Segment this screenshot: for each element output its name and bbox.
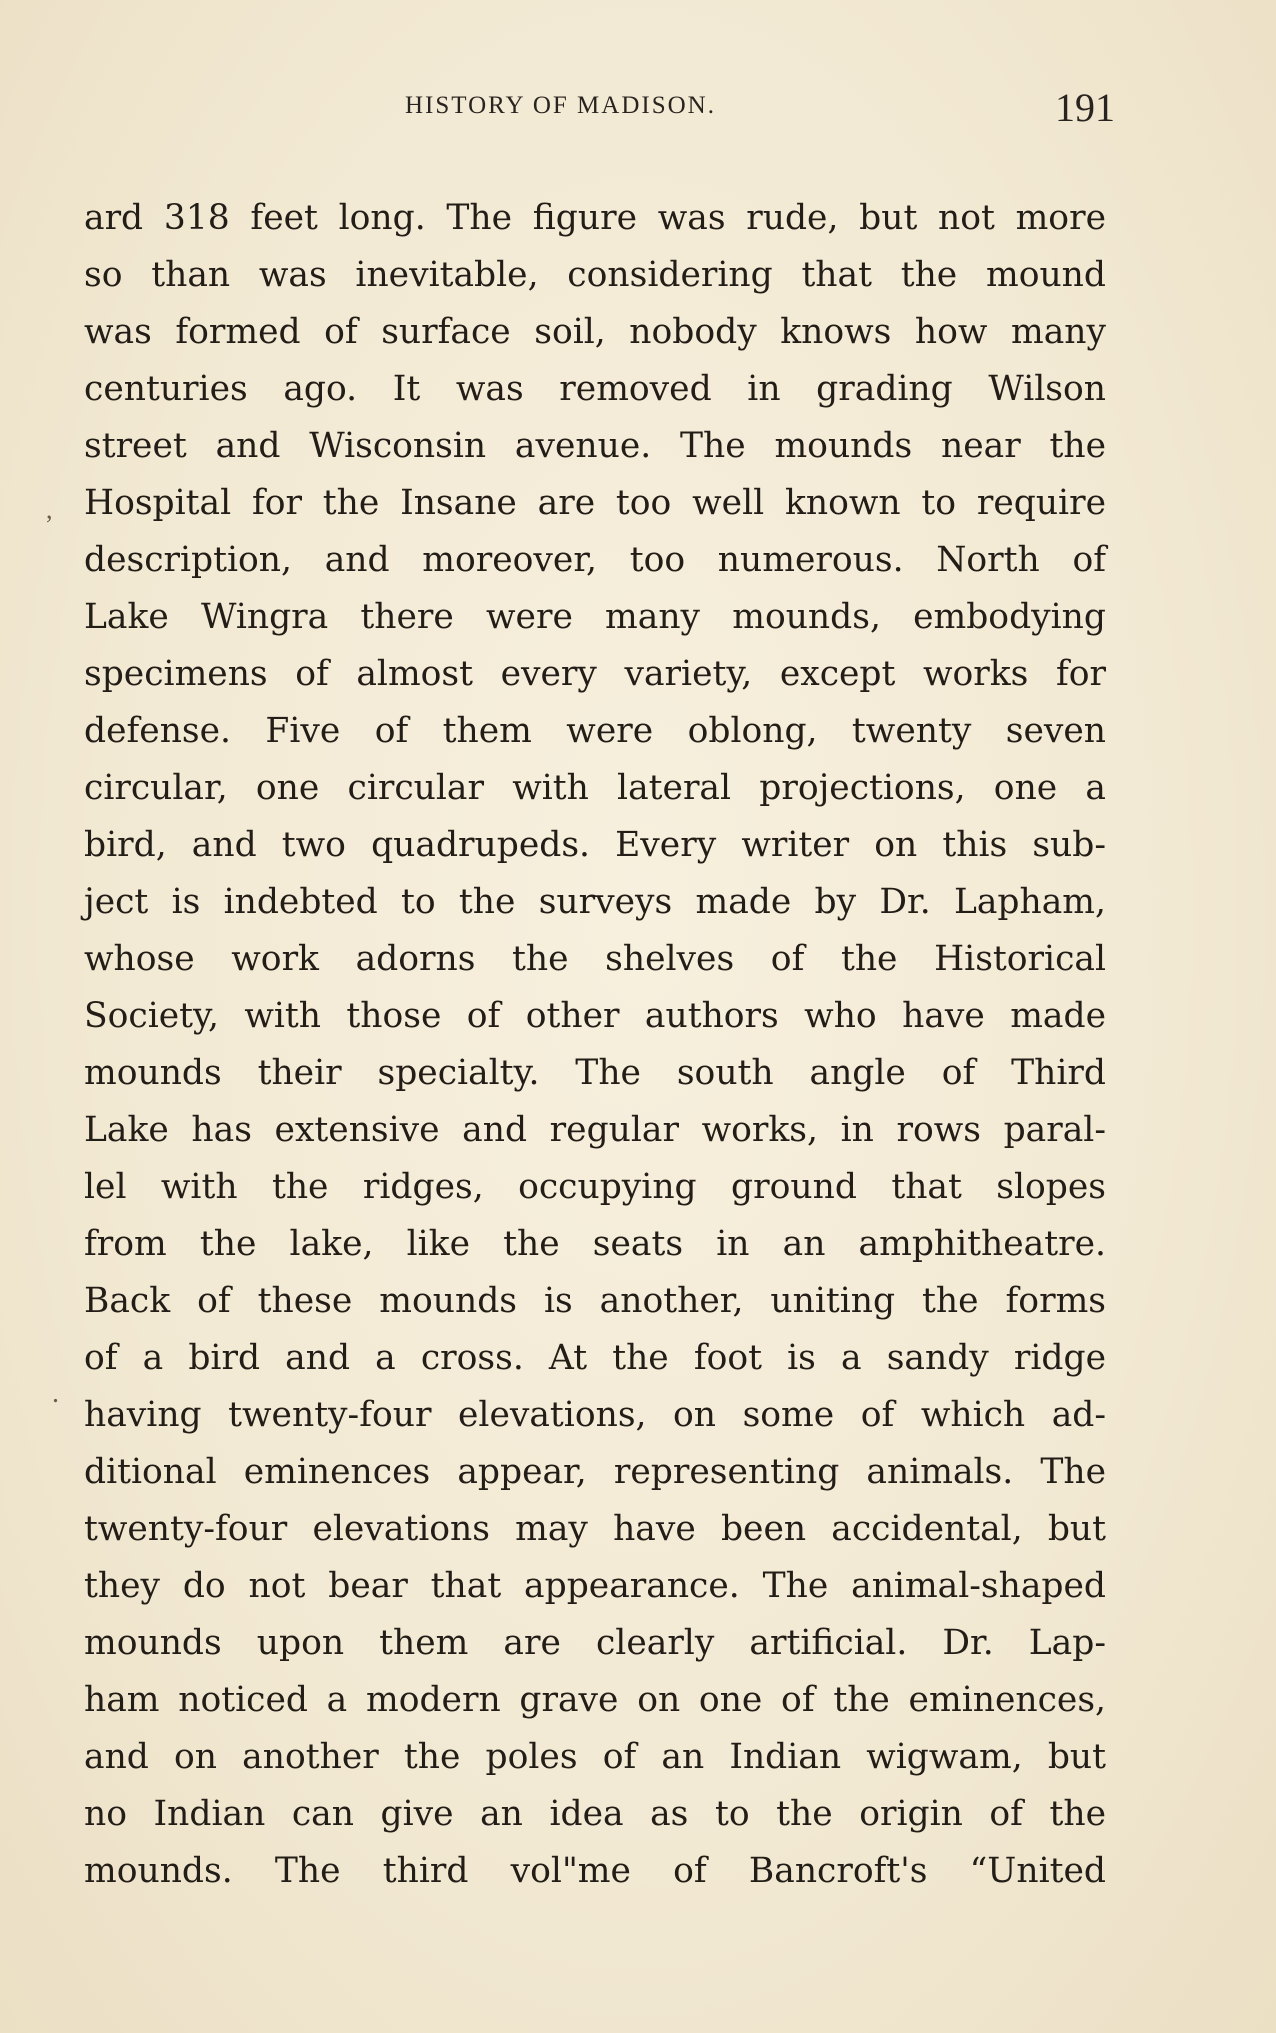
text-line: Lake has extensive and regular works, in rows paral- — [84, 1110, 1106, 1150]
body-text — [84, 190, 1106, 1900]
text-line: bird, and two quadrupeds. Every writer on this sub- — [84, 825, 1106, 865]
text-line: Society, with those of other authors who have made — [84, 996, 1106, 1036]
text-line: mounds their specialty. The south angle of Third — [84, 1053, 1106, 1093]
margin-comma-mark: , — [46, 495, 53, 524]
text-line: circular, one circular with lateral projections, one a — [84, 768, 1106, 808]
text-line: defense. Five of them were oblong, twenty seven — [84, 711, 1106, 751]
text-line: and on another the poles of an Indian wigwam, but — [84, 1737, 1106, 1777]
text-line: having twenty-four elevations, on some of which ad- — [84, 1395, 1106, 1435]
text-line: centuries ago. It was removed in grading Wilson — [84, 369, 1106, 409]
text-line: Back of these mounds is another, uniting the forms — [84, 1281, 1106, 1321]
text-line: from the lake, like the seats in an amphitheatre. — [84, 1224, 1106, 1264]
text-line: of a bird and a cross. At the foot is a sandy ridge — [84, 1338, 1106, 1378]
text-line: whose work adorns the shelves of the Historical — [84, 939, 1106, 979]
page-number: 191 — [1055, 85, 1115, 130]
text-line: was formed of surface soil, nobody knows how many — [84, 312, 1106, 352]
text-line: specimens of almost every variety, except works for — [84, 654, 1106, 694]
text-line: Hospital for the Insane are too well known to require — [84, 483, 1106, 523]
text-line: Lake Wingra there were many mounds, embodying — [84, 597, 1106, 637]
text-line: they do not bear that appearance. The animal-shaped — [84, 1566, 1106, 1606]
text-line: ject is indebted to the surveys made by Dr. Lapham, — [84, 882, 1106, 922]
text-line: ard 318 feet long. The figure was rude, but not more — [84, 198, 1106, 238]
text-line: description, and moreover, too numerous. North of — [84, 540, 1106, 580]
text-line: lel with the ridges, occupying ground that slopes — [84, 1167, 1106, 1207]
text-line: no Indian can give an idea as to the origin of the — [84, 1794, 1106, 1834]
text-line: mounds upon them are clearly artificial. Dr. Lap- — [84, 1623, 1106, 1663]
margin-dot-mark: . — [52, 1378, 59, 1409]
text-line: so than was inevitable, considering that the mound — [84, 255, 1106, 295]
text-line: street and Wisconsin avenue. The mounds near the — [84, 426, 1106, 466]
running-head: HISTORY OF MADISON. — [405, 92, 716, 119]
text-line: mounds. The third vol"me of Bancroft's “United — [84, 1851, 1106, 1891]
text-line: ham noticed a modern grave on one of the eminences, — [84, 1680, 1106, 1720]
text-line: twenty-four elevations may have been accidental, but — [84, 1509, 1106, 1549]
text-line: ditional eminences appear, representing animals. The — [84, 1452, 1106, 1492]
